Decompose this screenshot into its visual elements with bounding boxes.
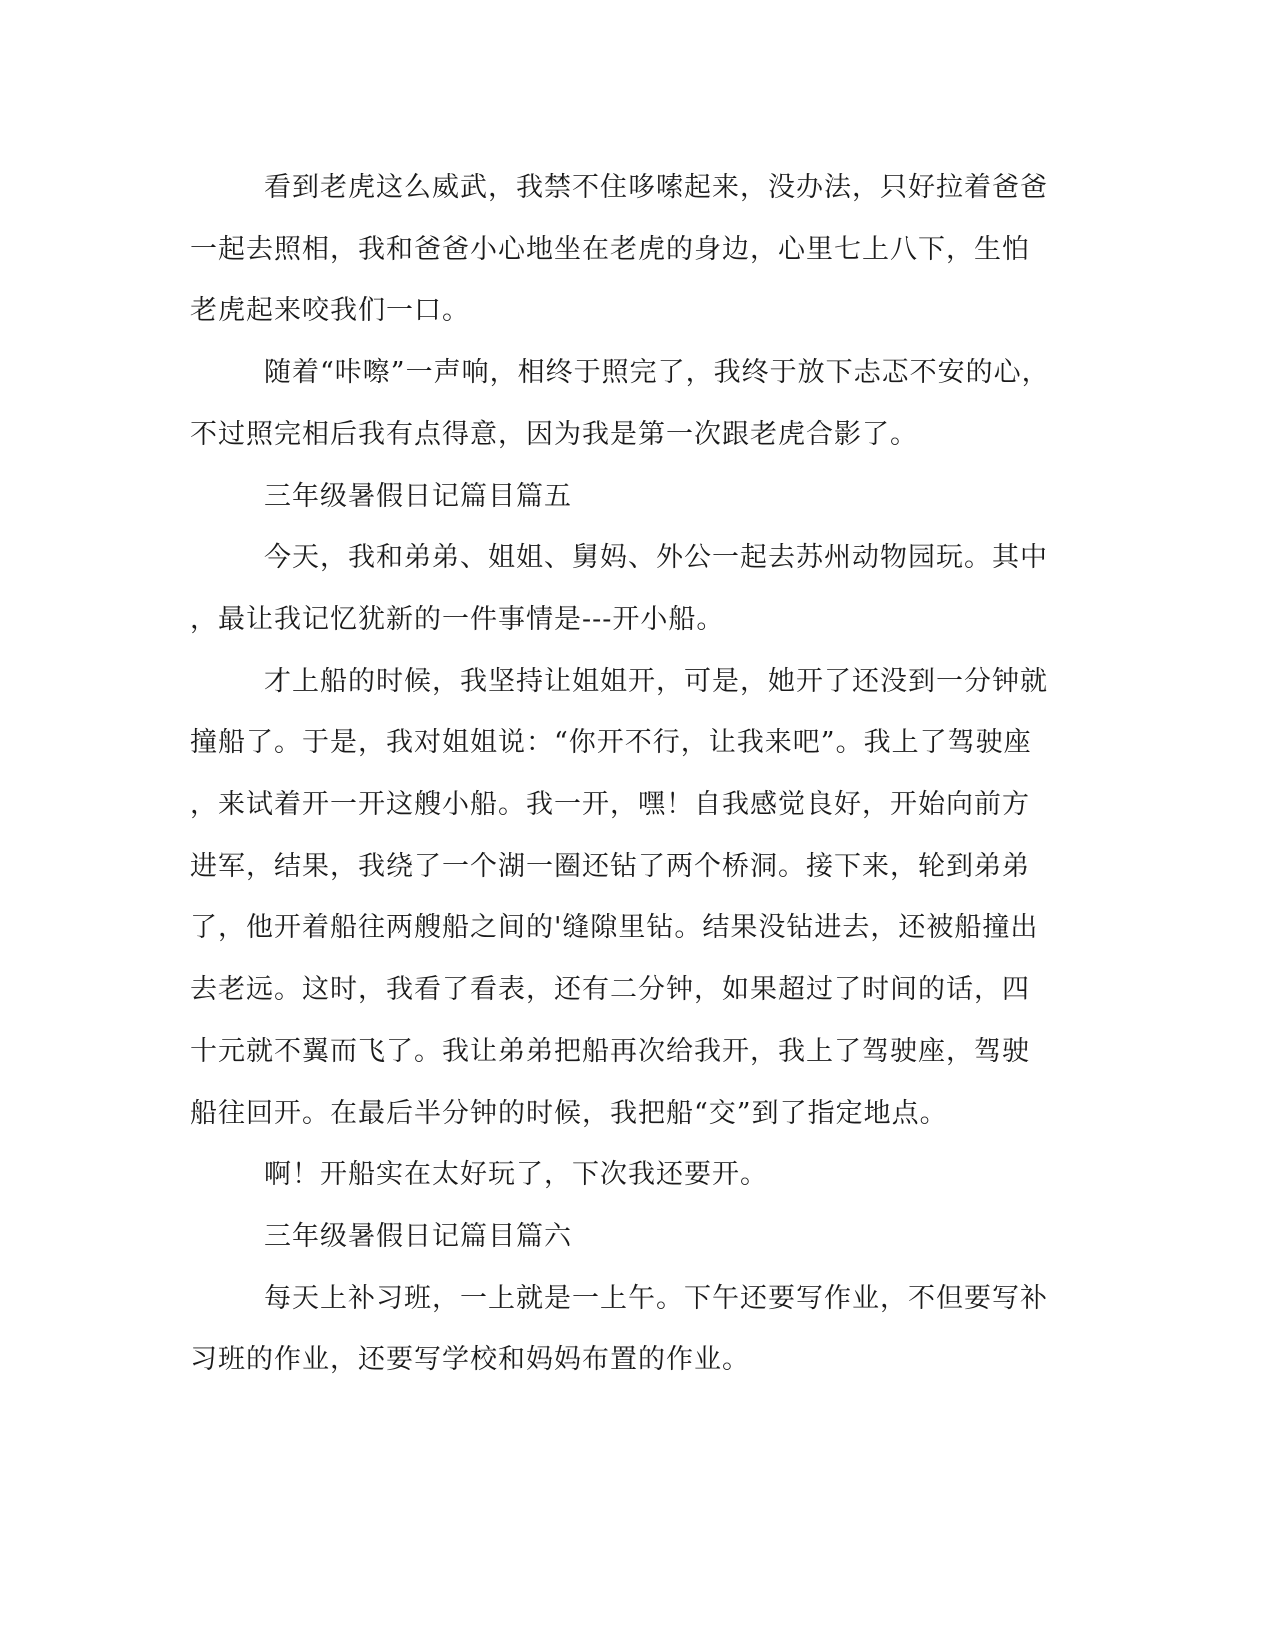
text-line: 老虎起来咬我们一口。	[190, 295, 470, 327]
text-line: 撞船了。于是，我对姐姐说：“你开不行，让我来吧”。我上了驾驶座	[190, 727, 1032, 759]
text-line: 船往回开。在最后半分钟的时候，我把船“交”到了指定地点。	[190, 1097, 948, 1129]
text-line: 每天上补习班，一上就是一上午。下午还要写作业，不但要写补	[264, 1282, 1048, 1314]
section-heading: 三年级暑假日记篇目篇六	[264, 1220, 572, 1252]
text-line: ，来试着开一开这艘小船。我一开，嘿！自我感觉良好，开始向前方	[190, 789, 1030, 821]
text-line: 一起去照相，我和爸爸小心地坐在老虎的身边，心里七上八下，生怕	[190, 233, 1030, 265]
text-line: 进军，结果，我绕了一个湖一圈还钻了两个桥洞。接下来，轮到弟弟	[190, 850, 1030, 882]
text-line: 随着“咔嚓”一声响，相终于照完了，我终于放下忐忑不安的心，	[264, 357, 1050, 389]
text-line: 才上船的时候，我坚持让姐姐开，可是，她开了还没到一分钟就	[264, 665, 1048, 697]
text-line: 今天，我和弟弟、姐姐、舅妈、外公一起去苏州动物园玩。其中	[264, 542, 1048, 574]
section-heading: 三年级暑假日记篇目篇五	[264, 480, 572, 512]
text-line: 习班的作业，还要写学校和妈妈布置的作业。	[190, 1344, 750, 1376]
text-line: 十元就不翼而飞了。我让弟弟把船再次给我开，我上了驾驶座，驾驶	[190, 1035, 1030, 1067]
text-line: 去老远。这时，我看了看表，还有二分钟，如果超过了时间的话，四	[190, 974, 1030, 1006]
text-line: 了，他开着船往两艘船之间的'缝隙里钻。结果没钻进去，还被船撞出	[190, 912, 1039, 944]
text-line: 不过照完相后我有点得意，因为我是第一次跟老虎合影了。	[190, 418, 918, 450]
text-line: 啊！开船实在太好玩了，下次我还要开。	[264, 1159, 768, 1191]
document-body	[190, 157, 1080, 1391]
text-line: ，最让我记忆犹新的一件事情是---开小船。	[190, 603, 725, 635]
text-line: 看到老虎这么威武，我禁不住哆嗦起来，没办法，只好拉着爸爸	[264, 172, 1048, 203]
